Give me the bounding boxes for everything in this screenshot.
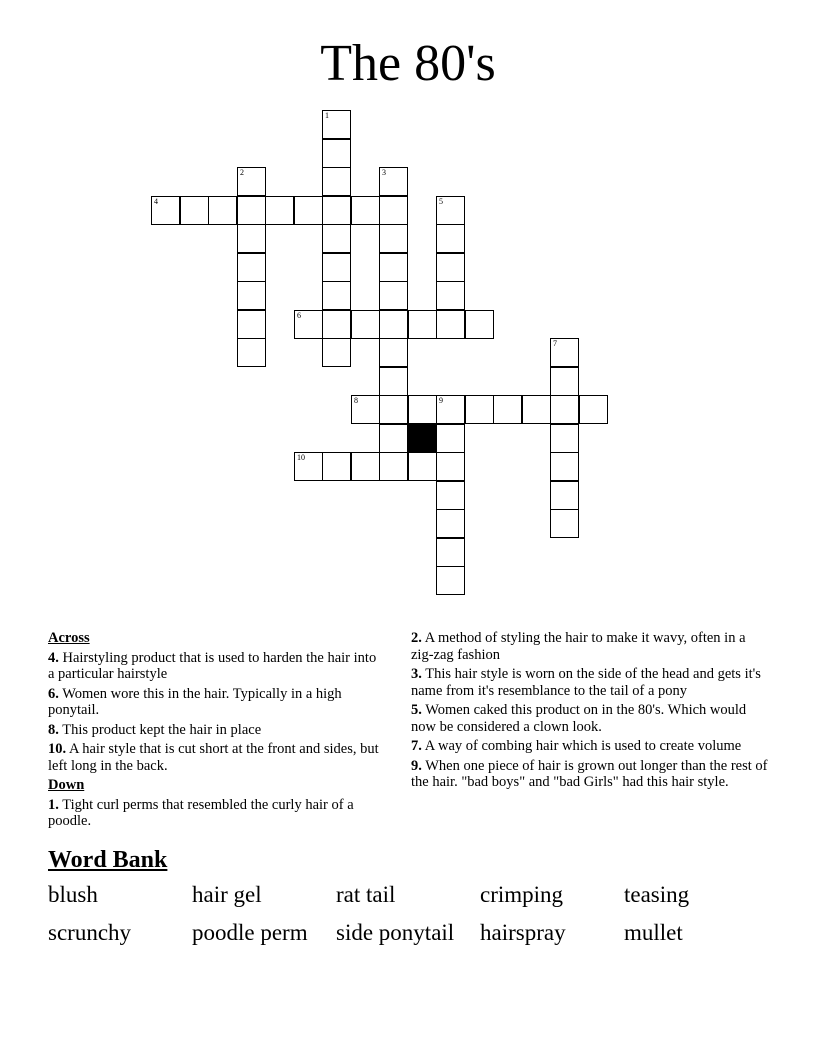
clues-left-column: [48, 630, 383, 833]
grid-cell[interactable]: [379, 253, 408, 282]
grid-cell[interactable]: [408, 395, 437, 424]
grid-cell[interactable]: [436, 538, 465, 567]
grid-cell[interactable]: [379, 395, 408, 424]
grid-cell[interactable]: [379, 367, 408, 396]
clue-number: 9: [439, 396, 443, 405]
grid-cell[interactable]: [436, 481, 465, 510]
grid-cell[interactable]: [237, 196, 266, 225]
grid-cell[interactable]: [550, 509, 579, 538]
clue-text: Tight curl perms that resembled the curly hair of a poodle.: [48, 796, 354, 829]
grid-cell[interactable]: [322, 167, 351, 196]
grid-cell[interactable]: [579, 395, 608, 424]
grid-cell[interactable]: [322, 310, 351, 339]
clue-number: 5: [439, 197, 443, 206]
grid-cell[interactable]: [379, 310, 408, 339]
grid-cell[interactable]: [408, 452, 437, 481]
grid-cell[interactable]: [237, 310, 266, 339]
grid-cell[interactable]: [550, 367, 579, 396]
grid-cell[interactable]: [550, 481, 579, 510]
grid-cell[interactable]: [322, 110, 351, 139]
clue-number-label: 4.: [48, 649, 59, 666]
clue-number-label: 6.: [48, 685, 59, 702]
grid-cell[interactable]: [322, 338, 351, 367]
clue-text: A method of styling the hair to make it wavy, often in a zig-zag fashion: [411, 630, 746, 663]
across-heading: Across: [48, 630, 90, 646]
clue-number-label: 9.: [411, 757, 422, 774]
clue-number: 1: [325, 111, 329, 120]
clue-item: [48, 797, 383, 830]
grid-cell[interactable]: [493, 395, 522, 424]
grid-cell[interactable]: [550, 424, 579, 453]
grid-cell[interactable]: [237, 338, 266, 367]
clue-text: Women caked this product on in the 80's. Which would now be considered a clown look.: [411, 702, 747, 735]
grid-cell[interactable]: [265, 196, 294, 225]
grid-cell[interactable]: [322, 281, 351, 310]
clue-number-label: 10.: [48, 741, 67, 757]
clue-number-label: 7.: [411, 738, 422, 754]
clue-item: [411, 702, 771, 735]
grid-cell[interactable]: [379, 281, 408, 310]
grid-cell[interactable]: [322, 139, 351, 168]
grid-cell[interactable]: [465, 395, 494, 424]
puzzle-title: The 80's: [320, 35, 496, 92]
grid-cell[interactable]: [294, 452, 323, 481]
grid-cell[interactable]: [436, 424, 465, 453]
grid-cell[interactable]: [436, 196, 465, 225]
clue-item: [411, 666, 771, 699]
grid-cell[interactable]: [151, 196, 180, 225]
down-clue-list-left: [48, 797, 383, 830]
grid-cell[interactable]: [379, 224, 408, 253]
grid-cell[interactable]: [294, 196, 323, 225]
clue-item: [411, 738, 771, 755]
clue-item: [48, 741, 383, 774]
clue-number-label: 1.: [48, 796, 59, 813]
grid-cell[interactable]: [550, 338, 579, 367]
grid-cell[interactable]: [322, 452, 351, 481]
clues-right-column: [411, 630, 771, 794]
grid-cell[interactable]: [379, 167, 408, 196]
grid-cell[interactable]: [294, 310, 323, 339]
clue-number: 3: [382, 168, 386, 177]
clue-number: 2: [240, 168, 244, 177]
grid-cell[interactable]: [522, 395, 551, 424]
clue-number: 10: [297, 453, 305, 462]
grid-cell[interactable]: [436, 509, 465, 538]
grid-cell[interactable]: [322, 224, 351, 253]
grid-cell[interactable]: [550, 395, 579, 424]
clue-text: A way of combing hair which is used to create volume: [421, 738, 742, 754]
word-bank-item: crimping: [480, 882, 564, 907]
clue-item: [48, 650, 383, 683]
word-bank-item: side ponytail: [336, 920, 455, 945]
word-bank: [48, 880, 768, 948]
clue-item: [48, 722, 383, 739]
clue-number-label: 3.: [411, 666, 422, 682]
down-clue-list-right: [411, 630, 771, 791]
word-bank-item: mullet: [624, 920, 683, 945]
grid-cell[interactable]: [436, 310, 465, 339]
word-bank-item: hairspray: [480, 920, 566, 945]
clue-number-label: 5.: [411, 702, 422, 718]
clue-text: Women wore this in the hair. Typically in a high ponytail.: [48, 685, 342, 718]
clue-number: 7: [553, 339, 557, 348]
grid-cell[interactable]: [436, 224, 465, 253]
grid-cell[interactable]: [237, 281, 266, 310]
grid-cell[interactable]: [379, 338, 408, 367]
grid-cell[interactable]: [180, 196, 209, 225]
word-bank-item: scrunchy: [48, 920, 132, 945]
clue-number-label: 8.: [48, 721, 59, 738]
grid-cell[interactable]: [351, 196, 380, 225]
clue-number: 6: [297, 311, 301, 320]
clue-number: 8: [354, 396, 358, 405]
clue-item: [411, 630, 771, 663]
word-bank-item: rat tail: [336, 882, 396, 907]
grid-cell[interactable]: [408, 310, 437, 339]
clue-text: A hair style that is cut short at the front and sides, but left long in the back.: [48, 741, 379, 774]
word-bank-title: Word Bank: [48, 847, 168, 873]
word-bank-item: hair gel: [192, 882, 262, 907]
clue-number-label: 2.: [411, 630, 422, 646]
grid-cell[interactable]: [351, 452, 380, 481]
grid-cell[interactable]: [436, 566, 465, 595]
across-clue-list: [48, 650, 383, 775]
grid-cell[interactable]: [436, 452, 465, 481]
word-bank-item: teasing: [624, 882, 690, 907]
grid-cell[interactable]: [322, 196, 351, 225]
down-heading: Down: [48, 777, 85, 793]
clue-text: When one piece of hair is grown out longer than the rest of the hair. "bad boys" and "bad Girls" had this hair style.: [411, 757, 768, 790]
grid-cell[interactable]: [237, 253, 266, 282]
grid-cell[interactable]: [379, 424, 408, 453]
clue-text: This product kept the hair in place: [58, 721, 262, 738]
grid-cell[interactable]: [436, 253, 465, 282]
clue-text: This hair style is worn on the side of the head and gets it's name from it's resemblance to the tail of a pony: [411, 666, 761, 699]
word-bank-item: poodle perm: [192, 920, 308, 945]
grid-cell[interactable]: [351, 395, 380, 424]
grid-cell[interactable]: [436, 281, 465, 310]
clue-number: 4: [154, 197, 158, 206]
clue-item: [48, 686, 383, 719]
grid-cell[interactable]: [351, 310, 380, 339]
grid-cell[interactable]: [465, 310, 494, 339]
word-bank-item: blush: [48, 882, 98, 907]
grid-cell[interactable]: [208, 196, 237, 225]
grid-cell[interactable]: [436, 395, 465, 424]
clue-text: Hairstyling product that is used to harden the hair into a particular hairstyle: [48, 649, 377, 682]
grid-cell[interactable]: [237, 224, 266, 253]
grid-cell[interactable]: [379, 196, 408, 225]
grid-cell[interactable]: [379, 452, 408, 481]
grid-block: [408, 424, 437, 453]
clue-item: [411, 758, 771, 791]
grid-cell[interactable]: [550, 452, 579, 481]
grid-cell[interactable]: [237, 167, 266, 196]
grid-cell[interactable]: [322, 253, 351, 282]
